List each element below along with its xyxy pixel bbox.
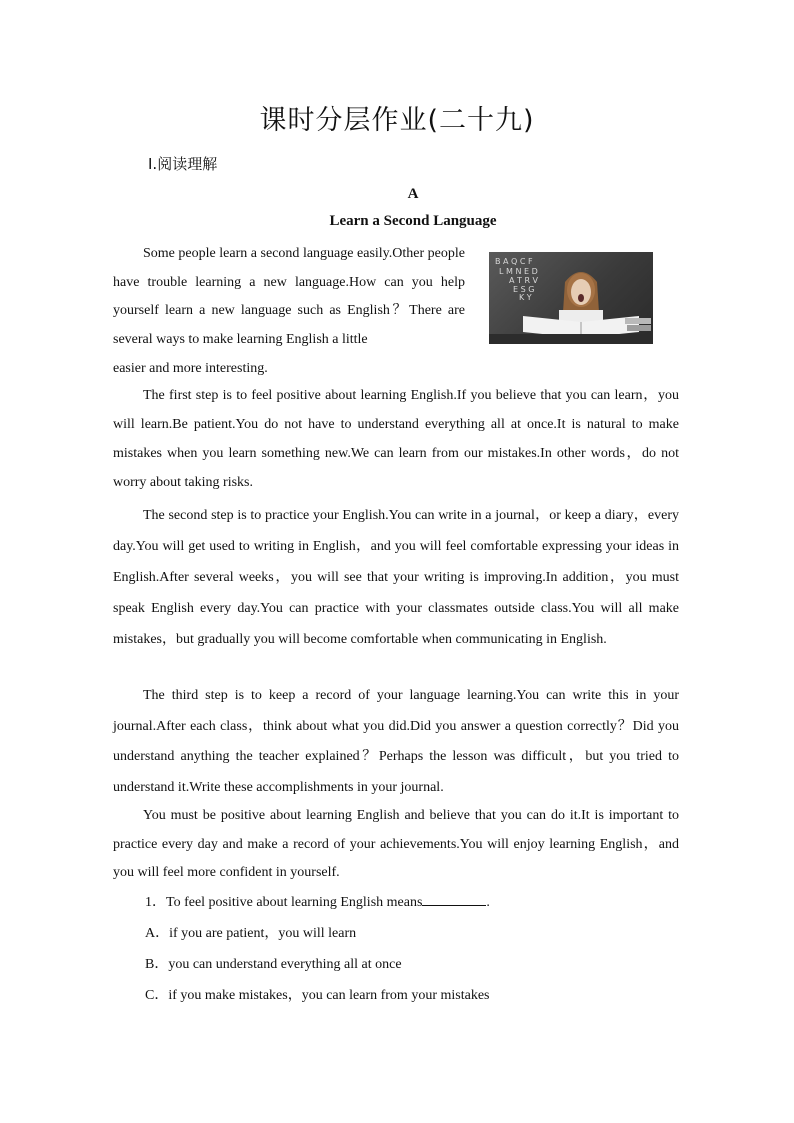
passage-part-label: A [407, 186, 419, 202]
svg-text:E S G: E S G [513, 285, 535, 294]
question-1-stem-text: 1．To feel positive about learning English means [145, 895, 423, 910]
passage-paragraph-1: Some people learn a second language easily.Other people have trouble learning a new language.How can you help yourself learn a new language such as English？There are several ways to make learning English a little [113, 246, 465, 347]
option-a: A．if you are patient，you will learn [145, 926, 357, 941]
passage-title: Learn a Second Language [329, 213, 497, 229]
question-1-stem [145, 891, 490, 911]
answer-blank [422, 893, 486, 906]
svg-text:A T R V: A T R V [509, 276, 539, 285]
passage-paragraph-5: You must be positive about learning English and believe that you can do it.It is important to practice every day and make a record of your achievements.You will enjoy learning English，and you will feel more confident in yourself. [113, 808, 679, 880]
svg-text:L M N E D: L M N E D [499, 267, 538, 276]
question-1-stem-end: . [486, 895, 490, 910]
svg-text:B A Q C F: B A Q C F [495, 257, 533, 266]
passage-paragraph-3: The second step is to practice your English.You can write in a journal，or keep a diary，every day.You will get used to writing in English，and you will feel comfortable expressing your ideas in English.After several weeks，you will see that your writing is improving.In addition，you must speak English every day.You can practice with your classmates outside class.You will all make mistakes，but gradually you will become comfortable when communicating in English. [113, 508, 679, 647]
passage-paragraph-1-end: easier and more interesting. [113, 361, 268, 376]
section-heading: Ⅰ.阅读理解 [148, 155, 218, 173]
girl-reading-book-photo [489, 252, 653, 344]
page-title: 课时分层作业(二十九) [259, 105, 535, 136]
option-b: B．you can understand everything all at once [145, 957, 402, 972]
svg-text:K Y: K Y [519, 293, 532, 302]
passage-paragraph-4: The third step is to keep a record of your language learning.You can write this in your journal.After each class，think about what you did.Did you answer a question correctly？Did you understand anything the teacher explained？Perhaps the lesson was difficult，but you tried to understand it.Write these accomplishments in your journal. [113, 688, 679, 795]
passage-paragraph-2: The first step is to feel positive about learning English.If you believe that you can learn，you will learn.Be patient.You do not have to understand everything all at once.It is natural to make mistakes when you learn something new.We can learn from our mistakes.In other words，do not worry about taking risks. [113, 388, 679, 490]
option-c: C．if you make mistakes，you can learn from your mistakes [145, 988, 490, 1003]
